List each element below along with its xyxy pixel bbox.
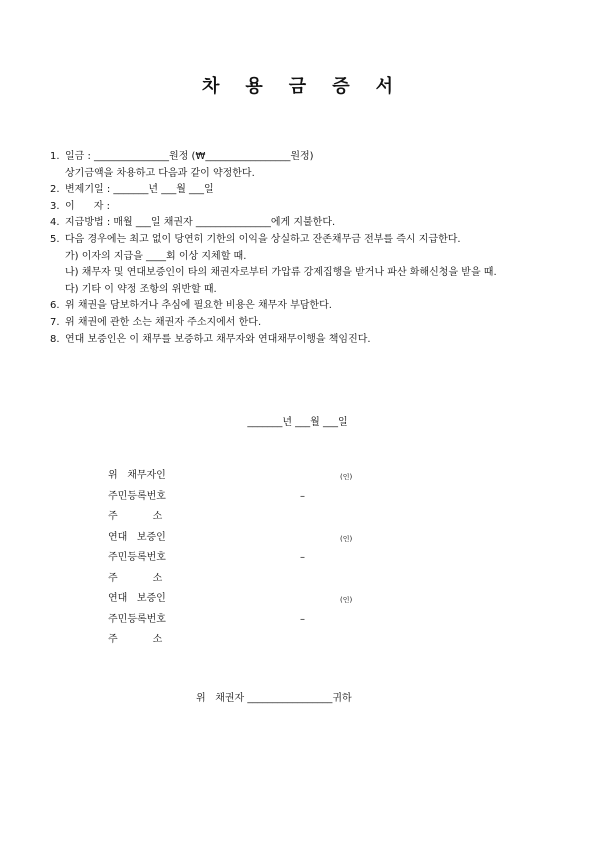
clause-text: 이 자 : <box>65 200 110 212</box>
date-line: _______년 ___월 ___일 <box>247 417 348 428</box>
clause-3 <box>50 199 550 216</box>
title-char: 용 <box>245 76 263 97</box>
debtor-address-row <box>108 510 408 531</box>
clause-text: 지급방법 : 매월 ___일 채권자 _______________에게 지불한다. <box>65 217 336 229</box>
clause-text: 일금 : _______________원정 (₩_________________원정) <box>65 151 314 162</box>
clause-text: 위 채권을 담보하거나 추심에 필요한 비용은 채무자 부담한다. <box>65 300 332 312</box>
debtor-id-row <box>108 490 408 511</box>
address-label: 주 소 <box>108 572 163 584</box>
clause-number: 4. <box>50 217 60 229</box>
clause-number: 3. <box>50 200 60 212</box>
clause-8 <box>50 332 550 349</box>
clause-5-item-c: 다) 기타 이 약정 조항의 위반할 때. <box>65 283 217 295</box>
seal-mark: (인) <box>340 596 353 604</box>
clause-7 <box>50 315 550 332</box>
title-char: 서 <box>375 76 393 97</box>
clause-text: 다음 경우에는 최고 없이 당연히 기한의 이익을 상실하고 잔존채무금 전부를 즉시 지급한다. <box>65 233 461 245</box>
title-char: 차 <box>202 76 220 97</box>
guarantor-1-row <box>108 531 408 552</box>
debtor-row <box>108 469 408 490</box>
id-number-dash: – <box>300 490 305 502</box>
clause-number: 8. <box>50 333 60 345</box>
title-char: 금 <box>288 76 307 97</box>
clauses <box>50 149 550 348</box>
signatories <box>108 469 408 654</box>
clause-2 <box>50 182 550 199</box>
id-number-label: 주민등록번호 <box>108 490 166 502</box>
clause-text: 변제기일 : _______년 ___월 ___일 <box>65 184 214 196</box>
clause-number: 5. <box>50 233 60 245</box>
clause-4 <box>50 215 550 232</box>
clause-number: 7. <box>50 316 60 328</box>
clause-5-item-b: 나) 채무자 및 연대보증인이 타의 채권자로부터 가압류 강제집행을 받거나 파산 화해신청을 받을 때. <box>65 267 497 279</box>
clause-number: 2. <box>50 184 60 196</box>
creditor-line: 위 채권자 _________________귀하 <box>196 693 352 704</box>
address-label: 주 소 <box>108 511 163 522</box>
guarantor-1-address-row <box>108 572 408 593</box>
document-title <box>0 72 595 98</box>
guarantor-2-id-row <box>108 613 408 634</box>
seal-mark: (인) <box>340 534 353 543</box>
id-number-label: 주민등록번호 <box>108 613 166 625</box>
clause-6 <box>50 298 550 315</box>
clause-5-item-a: 가) 이자의 지급을 ____회 이상 지체할 때. <box>65 250 247 262</box>
clause-5 <box>50 232 550 249</box>
clause-text: 위 채권에 관한 소는 채권자 주소지에서 한다. <box>65 316 262 328</box>
id-number-dash: – <box>300 552 305 563</box>
clause-number: 6. <box>50 300 60 312</box>
clause-1 <box>50 149 550 166</box>
debtor-label: 위 채무자인 <box>108 470 166 481</box>
address-label: 주 소 <box>108 634 163 645</box>
guarantor-2-row <box>108 592 408 613</box>
seal-mark: (인) <box>340 473 353 481</box>
clause-text: 연대 보증인은 이 채무를 보증하고 채무자와 연대채무이행을 책임진다. <box>65 333 371 345</box>
guarantor-label: 연대 보증인 <box>108 531 166 543</box>
guarantor-label: 연대 보증인 <box>108 593 166 604</box>
id-number-label: 주민등록번호 <box>108 552 166 563</box>
clause-number: 1. <box>50 151 60 162</box>
title-char: 증 <box>332 76 350 97</box>
guarantor-2-address-row <box>108 633 408 654</box>
guarantor-1-id-row <box>108 551 408 572</box>
clause-1-continuation: 상기금액을 차용하고 다음과 같이 약정한다. <box>65 167 255 179</box>
id-number-dash: – <box>300 613 305 625</box>
